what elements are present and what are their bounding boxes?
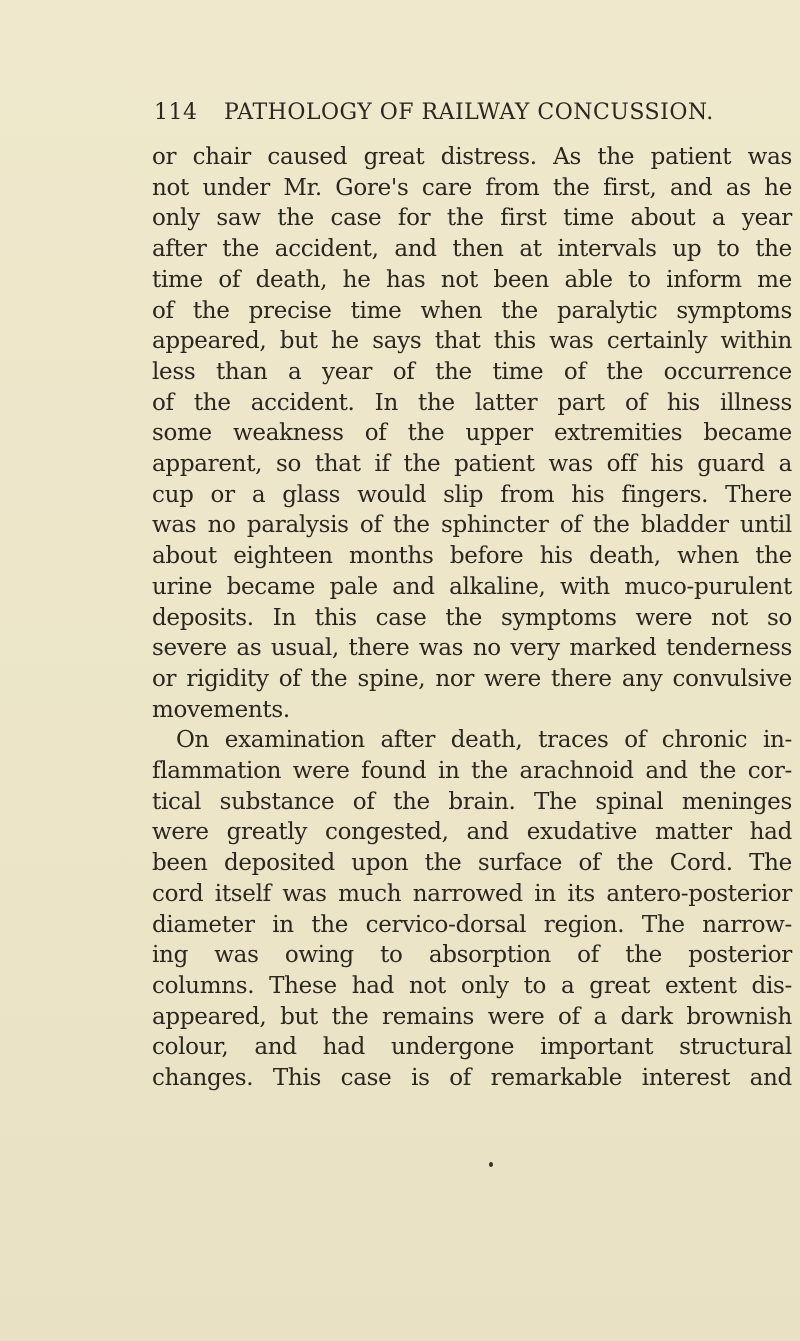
text-line: colour, and had undergone important structural xyxy=(152,1034,792,1061)
text-line: time of death, he has not been able to inform me xyxy=(152,266,792,293)
running-title: PATHOLOGY OF RAILWAY CONCUSSION. xyxy=(224,100,714,125)
text-line: of the precise time when the paralytic symptoms xyxy=(152,297,792,324)
text-line: appeared, but he says that this was certainly within xyxy=(152,328,792,355)
text-line: severe as usual, there was no very marked tenderness xyxy=(152,635,792,662)
text-line: less than a year of the time of the occurrence xyxy=(152,358,792,385)
text-line: columns. These had not only to a great extent dis- xyxy=(152,972,792,999)
text-line: flammation were found in the arachnoid and the cor- xyxy=(152,758,792,785)
text-line: apparent, so that if the patient was off his guard a xyxy=(152,451,792,478)
text-line: appeared, but the remains were of a dark brownish xyxy=(152,1003,792,1030)
text-line: were greatly congested, and exudative matter had xyxy=(152,819,792,846)
text-line: some weakness of the upper extremities became xyxy=(152,420,792,447)
running-head xyxy=(154,100,714,125)
text-line: urine became pale and alkaline, with muco-purulent xyxy=(152,573,792,600)
text-line: tical substance of the brain. The spinal meninges xyxy=(152,788,792,815)
text-line: cup or a glass would slip from his fingers. There xyxy=(152,481,792,508)
text-line: diameter in the cervico-dorsal region. The narrow- xyxy=(152,911,792,938)
text-line: not under Mr. Gore's care from the first, and as he xyxy=(152,174,792,201)
text-line: only saw the case for the first time about a year xyxy=(152,205,792,232)
page-number: 114 xyxy=(154,100,198,125)
text-line: been deposited upon the surface of the Cord. The xyxy=(152,850,792,877)
text-line: movements. xyxy=(152,696,290,723)
text-line: or chair caused great distress. As the patient was xyxy=(152,144,792,170)
text-line: cord itself was much narrowed in its antero-posterior xyxy=(152,880,792,907)
text-line: On examination after death, traces of chronic in- xyxy=(176,727,792,754)
text-line: was no paralysis of the sphincter of the bladder until xyxy=(152,512,792,539)
body-text xyxy=(152,142,792,1094)
text-line: ing was owing to absorption of the posterior xyxy=(152,942,792,969)
text-line: about eighteen months before his death, when the xyxy=(152,543,792,570)
text-line: after the accident, and then at intervals up to the xyxy=(152,236,792,263)
text-line: or rigidity of the spine, nor were there any convulsive xyxy=(152,665,792,692)
ink-speck xyxy=(489,1162,493,1167)
text-line: deposits. In this case the symptoms were not so xyxy=(152,604,792,631)
text-line: changes. This case is of remarkable interest and xyxy=(152,1065,792,1092)
text-line: of the accident. In the latter part of his illness xyxy=(152,389,792,416)
